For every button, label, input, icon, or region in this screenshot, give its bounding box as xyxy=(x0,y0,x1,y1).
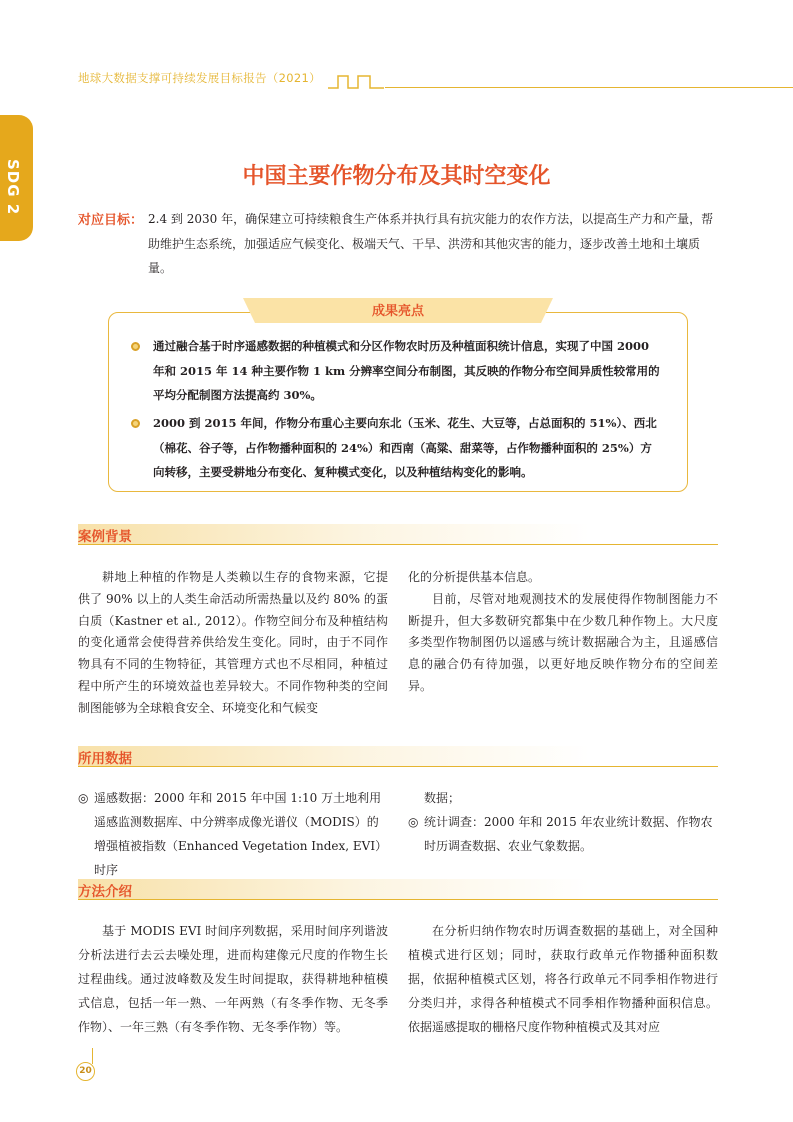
background-paragraph: 耕地上种植的作物是人类赖以生存的食物来源，它提供了 90% 以上的人类生命活动所需热量以及约 80% 的蛋白质（Kastner et al., 2012）。作物空间分布及种植结构的变化通常会使得营养供给发生变化。同时，由于不同作物具有不同的生物特征，其管理方式也不尽相同，种植过程中所产生的环境效益也差异较大。不同作物种类的空间制图能够为全球粮食安全、环境变化和气候变 xyxy=(78,570,388,715)
data-item-remote-sensing xyxy=(78,786,388,882)
data-item-2-text: 统计调查：2000 年和 2015 年农业统计数据、作物农时历调查数据、农业气象数据。 xyxy=(424,815,713,853)
section-heading-data xyxy=(78,746,718,767)
report-header-title: 地球大数据支撑可持续发展目标报告（2021） xyxy=(78,71,321,85)
data-item-continued xyxy=(408,786,718,810)
data-item-1-text: 遥感数据：2000 年和 2015 年中国 1:10 万土地利用遥感监测数据库、中分辨率成像光谱仪（MODIS）的增强植被指数（Enhanced Vegetation Index, EVI）时序 xyxy=(94,791,388,877)
background-right-column xyxy=(408,567,718,698)
methods-heading: 方法介绍 xyxy=(78,884,132,900)
data-item-statistics xyxy=(408,810,718,858)
background-heading: 案例背景 xyxy=(78,529,132,545)
methods-left-column xyxy=(78,919,388,1039)
highlight-item-2: 2000 到 2015 年间，作物分布重心主要向东北（玉米、花生、大豆等，占总面积的 51%）、西北（棉花、谷子等，占作物播种面积的 24%）和西南（高粱、甜菜等，占作物播种面积的 25%）方向转移，主要受耕地分布变化、复种模式变化，以及种植结构变化的影响。 xyxy=(153,416,657,479)
background-left-column xyxy=(78,567,388,720)
page-number: 20 xyxy=(76,1062,95,1081)
methods-paragraph-1: 基于 MODIS EVI 时间序列数据，采用时间序列谐波分析法进行去云去噪处理，进而构建像元尺度的作物生长过程曲线。通过波峰数及发生时间提取，获得耕地种植模式信息，包括一年一熟、一年两熟（有冬季作物、无冬季作物）、一年三熟（有冬季作物、无冬季作物）等。 xyxy=(78,924,388,1034)
data-heading: 所用数据 xyxy=(78,751,132,767)
highlights-title: 成果亮点 xyxy=(371,304,424,319)
sdg-tab-label: SDG 2 xyxy=(4,159,22,216)
target-label: 对应目标： xyxy=(78,213,144,228)
target-text: 2.4 到 2030 年，确保建立可持续粮食生产体系并执行具有抗灾能力的农作方法，以提高生产力和产量，帮助维护生态系统，加强适应气候变化、极端天气、干旱、洪涝和其他灾害的能力，逐步改善土地和土壤质量。 xyxy=(148,212,714,275)
page-title: 中国主要作物分布及其时空变化 xyxy=(242,164,551,189)
highlight-item-1: 通过融合基于时序遥感数据的种植模式和分区作物农时历及种植面积统计信息，实现了中国 2000 年和 2015 年 14 种主要作物 1 km 分辨率空间分布制图，其反映的作物分布空间异质性较常用的平均分配制图方法提高约 30%。 xyxy=(153,339,660,402)
methods-right-column xyxy=(408,919,718,1039)
header-rule xyxy=(385,87,793,88)
highlight-bullet-icon xyxy=(131,342,140,351)
section-heading-background xyxy=(78,524,718,545)
data-bullet-icon: ◎ xyxy=(408,815,419,829)
header-wave-ornament xyxy=(328,70,388,92)
page-number-stem xyxy=(92,1048,93,1064)
data-item-1-continued: 数据； xyxy=(424,791,461,805)
highlight-bullet-icon xyxy=(131,419,140,428)
section-heading-methods xyxy=(78,879,718,900)
data-bullet-icon: ◎ xyxy=(78,791,89,805)
background-paragraph-continued: 化的分析提供基本信息。 xyxy=(408,570,541,584)
background-paragraph-2: 目前，尽管对地观测技术的发展使得作物制图能力不断提升，但大多数研究都集中在少数几种作物上。大尺度多类型作物制图仍以遥感与统计数据融合为主，且遥感信息的融合仍有待加强，以更好地反映作物分布的空间差异。 xyxy=(408,591,718,693)
methods-paragraph-2: 在分析归纳作物农时历调查数据的基础上，对全国种植模式进行区划；同时，获取行政单元作物播种面积数据，依据种植模式区划，将各行政单元不同季相作物进行分类归并，求得各种植模式不同季相作物播种面积信息。依据遥感提取的栅格尺度作物种植模式及其对应 xyxy=(408,924,718,1034)
